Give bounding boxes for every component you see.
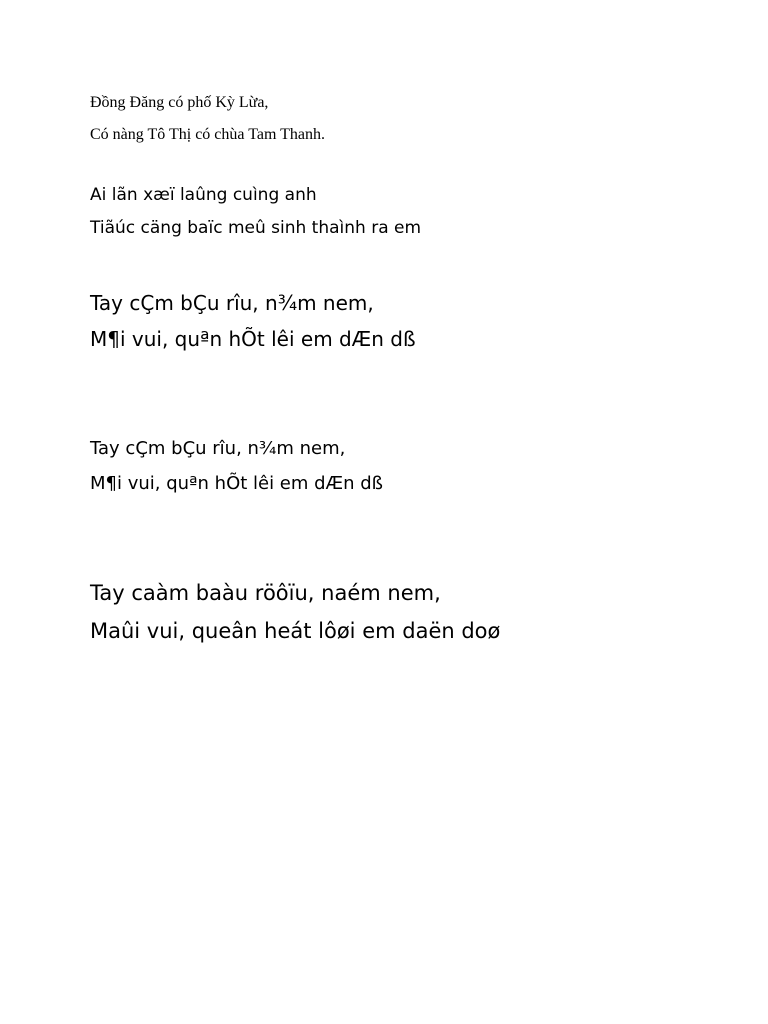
stanza-2-line-1: Ai lãn xæï laûng cuìng anh [90,185,317,205]
stanza-3-line-2: M¶i vui, quªn hÕt lêi em dÆn dß [90,327,416,351]
stanza-4-line-2: M¶i vui, quªn hÕt lêi em dÆn dß [90,473,383,494]
stanza-4-line-1: Tay cÇm bÇu rîu, n¾m nem, [90,438,346,459]
stanza-5-line-1: Tay caàm baàu röôïu, naém nem, [90,581,441,605]
stanza-3-line-1: Tay cÇm bÇu rîu, n¾m nem, [90,291,374,315]
stanza-2-line-2: Tiãúc cäng baïc meû sinh thaình ra em [90,218,422,238]
stanza-1-line-2: Có nàng Tô Thị có chùa Tam Thanh. [90,126,325,143]
stanza-5-line-2: Maûi vui, queân heát lôøi em daën doø [90,619,501,643]
stanza-1-line-1: Đồng Đăng có phố Kỳ Lừa, [90,94,269,111]
